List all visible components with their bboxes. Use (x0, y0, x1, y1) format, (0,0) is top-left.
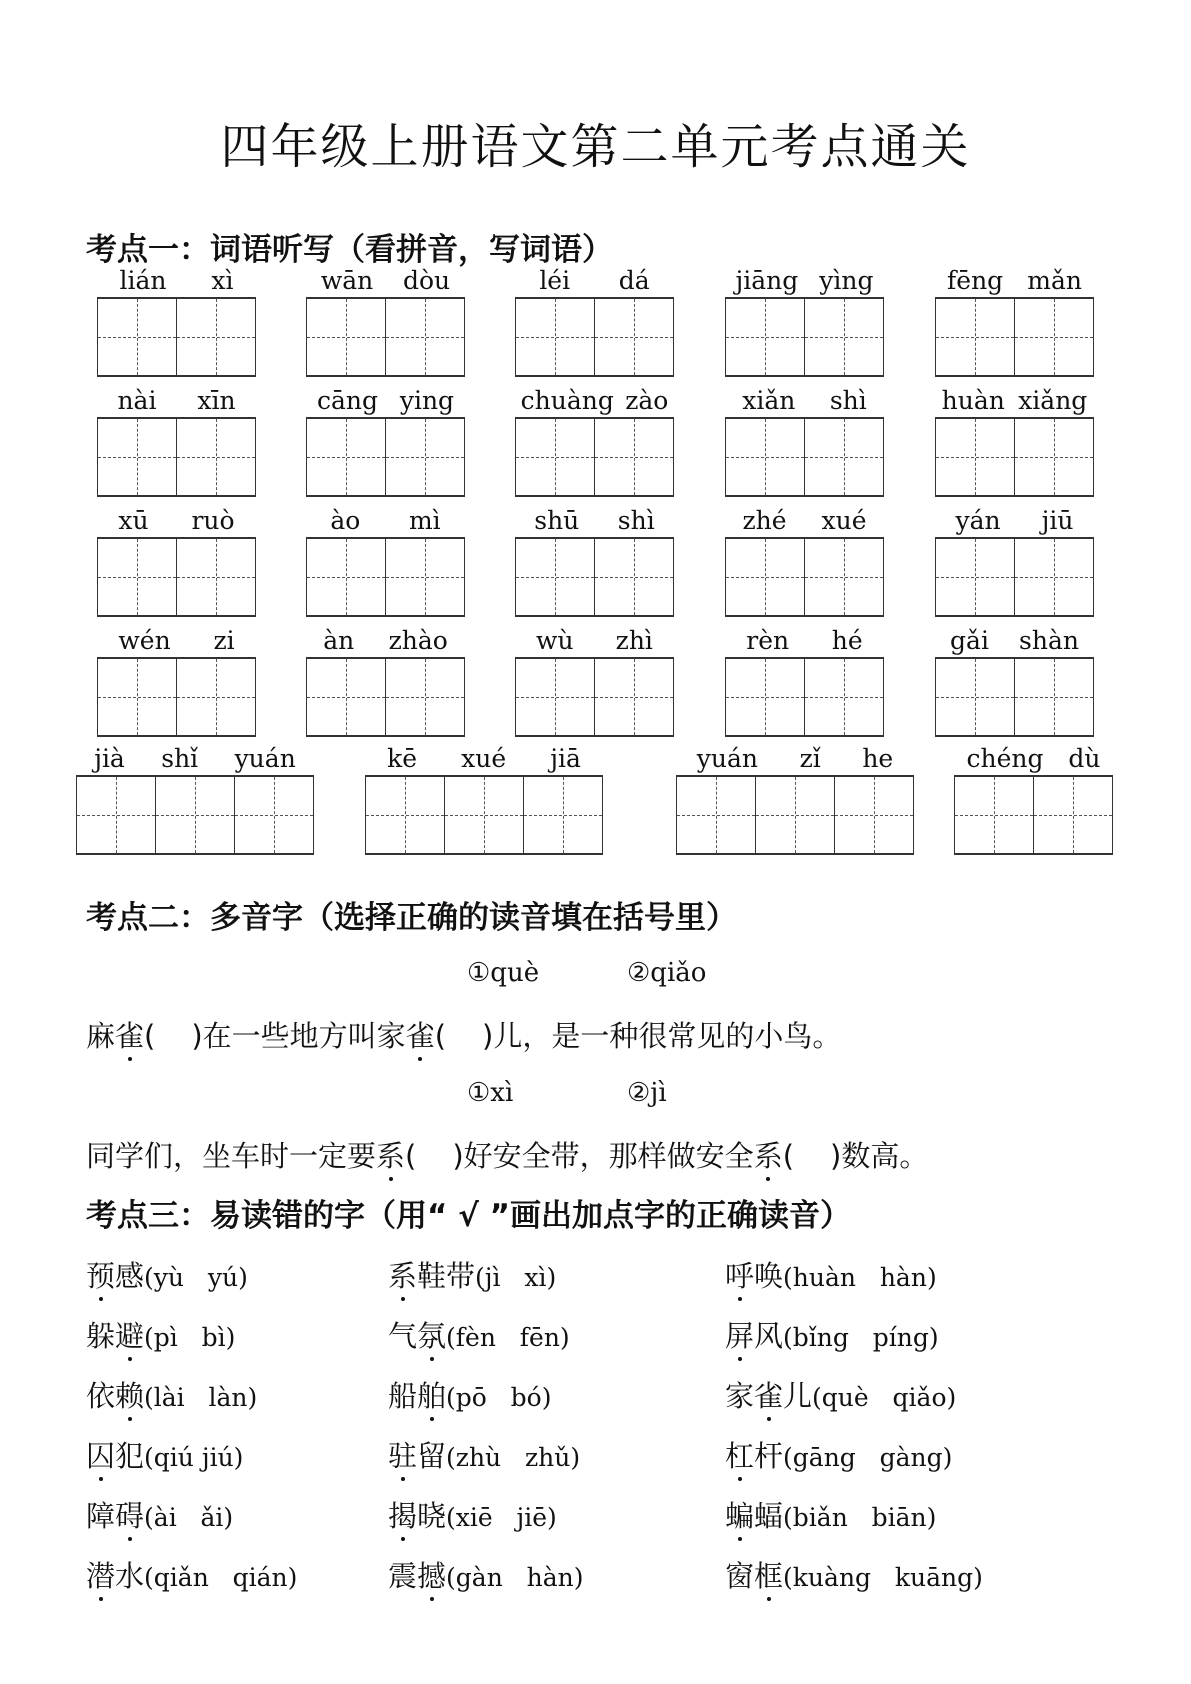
word-box-group (725, 625, 884, 737)
sentence-text: ( (405, 1139, 417, 1173)
pinyin-label (97, 505, 256, 537)
pinyin-syllable: shǐ (161, 744, 199, 773)
pinyin-syllable: yán (955, 506, 1001, 535)
dotted-char: 舶 (417, 1379, 447, 1413)
word-box-group (515, 385, 674, 497)
sentence-text: 同学们，坐车时一定要 (86, 1139, 377, 1173)
writing-cell[interactable] (366, 777, 445, 853)
pinyin-choices[interactable]: (gàn hàn) (446, 1563, 584, 1592)
writing-cell[interactable] (805, 539, 884, 615)
pinyin-syllable: cāng (316, 386, 378, 415)
word-suffix: 犯 (115, 1439, 145, 1473)
writing-cell[interactable] (595, 539, 674, 615)
writing-cell[interactable] (177, 299, 256, 375)
writing-boxes (515, 537, 674, 617)
word-box-group (365, 743, 603, 855)
writing-boxes (365, 775, 603, 855)
pinyin-syllable: zi (213, 626, 235, 655)
section2-heading: 考点二：多音字（选择正确的读音填在括号里） (86, 900, 737, 936)
writing-boxes (97, 537, 256, 617)
pinyin-syllable: zào (625, 386, 669, 415)
word-box-group (725, 385, 884, 497)
pinyin-syllable: shū (534, 506, 580, 535)
pronunciation-item[interactable] (725, 1494, 936, 1535)
writing-boxes (725, 657, 884, 737)
pinyin-choices[interactable]: (zhù zhǔ) (446, 1443, 581, 1472)
pinyin-choices[interactable]: (yù yú) (144, 1263, 248, 1292)
pinyin-choices[interactable]: (bǐng píng) (783, 1323, 939, 1352)
pinyin-label (515, 625, 674, 657)
writing-cell[interactable] (595, 419, 674, 495)
pinyin-label (306, 265, 465, 297)
sentence-text: ( (434, 1019, 447, 1053)
pinyin-choices[interactable]: (gāng gàng) (783, 1443, 953, 1472)
word-suffix: 水 (115, 1559, 145, 1593)
pinyin-choices[interactable]: (fèn fēn) (446, 1323, 570, 1352)
word-box-group (306, 505, 465, 617)
writing-boxes (954, 775, 1113, 855)
writing-cell[interactable] (516, 419, 595, 495)
writing-cell[interactable] (307, 299, 386, 375)
pinyin-syllable: dòu (402, 266, 451, 295)
pinyin-syllable: xué (461, 744, 507, 773)
pinyin-syllable: gǎi (950, 626, 989, 655)
word-box-group (306, 625, 465, 737)
word-box-group (306, 265, 465, 377)
pinyin-label (725, 625, 884, 657)
pinyin-label (365, 743, 603, 775)
writing-boxes (97, 297, 256, 377)
pinyin-syllable: jià (94, 744, 125, 773)
pinyin-label (725, 505, 884, 537)
dotted-char: 驻 (388, 1439, 418, 1473)
writing-cell[interactable] (516, 659, 595, 735)
writing-cell[interactable] (77, 777, 156, 853)
writing-cell[interactable] (516, 299, 595, 375)
pinyin-syllable: shì (829, 386, 867, 415)
pinyin-label (76, 743, 314, 775)
dotted-char: 雀 (115, 1019, 145, 1053)
pinyin-label (725, 265, 884, 297)
dotted-char: 潜 (86, 1559, 116, 1593)
word-box-group (725, 265, 884, 377)
writing-cell[interactable] (1015, 539, 1094, 615)
dotted-char: 雀 (754, 1379, 784, 1413)
pinyin-syllable: wù (536, 626, 574, 655)
dotted-char: 赖 (115, 1379, 145, 1413)
q1-option-1: ①què (467, 958, 540, 988)
pinyin-label (935, 625, 1094, 657)
page-title: 四年级上册语文第二单元考点通关 (220, 119, 971, 175)
writing-cell[interactable] (156, 777, 235, 853)
writing-boxes (76, 775, 314, 855)
writing-boxes (515, 297, 674, 377)
pinyin-syllable: he (862, 744, 894, 773)
writing-cell[interactable] (595, 659, 674, 735)
writing-boxes (306, 297, 465, 377)
writing-cell[interactable] (524, 777, 603, 853)
dotted-char: 系 (388, 1259, 418, 1293)
pronunciation-item[interactable] (725, 1254, 937, 1295)
word-box-group (676, 743, 914, 855)
writing-boxes (676, 775, 914, 855)
pinyin-syllable: fēng (947, 266, 1004, 295)
pinyin-syllable: nài (117, 386, 157, 415)
pinyin-choices[interactable]: (kuàng kuāng) (783, 1563, 983, 1592)
pinyin-choices[interactable]: (pō bó) (446, 1383, 552, 1412)
dotted-char: 氛 (417, 1319, 447, 1353)
writing-cell[interactable] (235, 777, 314, 853)
word-suffix: 蝠 (754, 1499, 784, 1533)
q1-option-2: ②qiǎo (627, 958, 707, 988)
pinyin-syllable: rèn (746, 626, 790, 655)
dotted-char: 系 (753, 1139, 783, 1173)
pronunciation-item[interactable] (86, 1314, 235, 1355)
word-prefix: 家 (725, 1379, 755, 1413)
q1-sentence (86, 1014, 841, 1055)
writing-cell[interactable] (307, 419, 386, 495)
pinyin-label (306, 505, 465, 537)
writing-boxes (725, 417, 884, 497)
writing-cell[interactable] (445, 777, 524, 853)
writing-cell[interactable] (386, 659, 465, 735)
writing-cell[interactable] (726, 539, 805, 615)
dotted-char: 撼 (417, 1559, 447, 1593)
pinyin-syllable: yuán (234, 744, 296, 773)
word-box-group (306, 385, 465, 497)
word-box-group (515, 265, 674, 377)
dotted-char: 屏 (725, 1319, 755, 1353)
pinyin-syllable: jiū (1041, 506, 1074, 535)
word-box-group (97, 385, 256, 497)
writing-cell[interactable] (805, 299, 884, 375)
writing-cell[interactable] (177, 659, 256, 735)
writing-cell[interactable] (936, 419, 1015, 495)
word-suffix: 儿 (783, 1379, 813, 1413)
pinyin-syllable: shàn (1019, 626, 1079, 655)
pinyin-choices[interactable]: (xiē jiē) (446, 1503, 557, 1532)
pronunciation-item[interactable] (388, 1314, 570, 1355)
writing-cell[interactable] (1015, 659, 1094, 735)
writing-boxes (97, 417, 256, 497)
writing-boxes (515, 417, 674, 497)
writing-cell[interactable] (835, 777, 914, 853)
pronunciation-item[interactable] (725, 1434, 952, 1475)
dotted-char: 囚 (86, 1439, 116, 1473)
dotted-char: 呼 (725, 1259, 755, 1293)
writing-cell[interactable] (177, 539, 256, 615)
pinyin-choices[interactable]: (biǎn biān) (783, 1503, 937, 1532)
sentence-text: 麻 (86, 1019, 116, 1053)
pinyin-label (935, 385, 1094, 417)
pinyin-choices[interactable]: (lài làn) (144, 1383, 258, 1412)
writing-cell[interactable] (98, 419, 177, 495)
word-suffix: 感 (115, 1259, 145, 1293)
pinyin-label (954, 743, 1113, 775)
q2-options (467, 1078, 787, 1108)
writing-cell[interactable] (386, 299, 465, 375)
pronunciation-item[interactable] (388, 1374, 552, 1415)
word-suffix: 晓 (417, 1499, 447, 1533)
pronunciation-item[interactable] (86, 1554, 297, 1595)
pinyin-syllable: mǎn (1027, 266, 1082, 295)
pinyin-syllable: àn (323, 626, 355, 655)
word-box-group (954, 743, 1113, 855)
word-prefix: 障 (86, 1499, 116, 1533)
pinyin-syllable: lián (119, 266, 167, 295)
pinyin-syllable: huàn (941, 386, 1005, 415)
pinyin-syllable: zǐ (799, 744, 821, 773)
writing-boxes (515, 657, 674, 737)
pinyin-syllable: mì (408, 506, 441, 535)
dotted-char: 雀 (405, 1019, 435, 1053)
pronunciation-item[interactable] (725, 1554, 983, 1595)
pinyin-choices[interactable]: (pì bì) (144, 1323, 236, 1352)
pinyin-syllable: zhì (615, 626, 653, 655)
pronunciation-item[interactable] (86, 1434, 243, 1475)
sentence-text: )在一些地方叫家 (191, 1019, 406, 1053)
writing-cell[interactable] (936, 299, 1015, 375)
dotted-char: 揭 (388, 1499, 418, 1533)
pinyin-syllable: dá (618, 266, 650, 295)
dotted-char: 框 (754, 1559, 784, 1593)
pinyin-choices[interactable]: (qiú jiú) (144, 1443, 244, 1472)
pinyin-syllable: wān (320, 266, 374, 295)
section1-heading: 考点一：词语听写（看拼音，写词语） (86, 232, 613, 268)
pronunciation-item[interactable] (86, 1374, 257, 1415)
pinyin-choices[interactable]: (jì xì) (475, 1263, 557, 1292)
pinyin-label (515, 505, 674, 537)
pinyin-syllable: jiā (550, 744, 581, 773)
writing-cell[interactable] (726, 659, 805, 735)
pinyin-label (306, 625, 465, 657)
pinyin-syllable: shì (617, 506, 655, 535)
pinyin-syllable: ruò (191, 506, 235, 535)
writing-boxes (935, 657, 1094, 737)
writing-cell[interactable] (595, 299, 674, 375)
writing-cell[interactable] (805, 419, 884, 495)
pronunciation-item[interactable] (388, 1254, 556, 1295)
sentence-text: ( (782, 1139, 795, 1173)
pinyin-syllable: ying (399, 386, 455, 415)
word-box-group (935, 505, 1094, 617)
pinyin-label (97, 385, 256, 417)
word-suffix: 风 (754, 1319, 784, 1353)
pronunciation-item[interactable] (388, 1494, 557, 1535)
writing-boxes (725, 297, 884, 377)
word-box-group (97, 625, 256, 737)
pronunciation-item[interactable] (86, 1494, 233, 1535)
pinyin-syllable: wén (118, 626, 171, 655)
writing-cell[interactable] (1034, 777, 1113, 853)
word-prefix: 震 (388, 1559, 418, 1593)
pinyin-syllable: jiāng (735, 266, 799, 295)
word-box-group (725, 505, 884, 617)
pronunciation-item[interactable] (725, 1374, 956, 1415)
sentence-text: ( (144, 1019, 156, 1053)
q1-options (467, 958, 787, 988)
dotted-char: 碍 (115, 1499, 145, 1533)
pronunciation-item[interactable] (388, 1554, 584, 1595)
pinyin-syllable: chuàng (520, 386, 614, 415)
word-suffix: 鞋带 (417, 1259, 476, 1293)
writing-cell[interactable] (386, 539, 465, 615)
writing-boxes (97, 657, 256, 737)
word-box-group (97, 265, 256, 377)
word-suffix: 唤 (754, 1259, 784, 1293)
pinyin-label (97, 625, 256, 657)
pinyin-syllable: léi (539, 266, 571, 295)
word-box-group (935, 265, 1094, 377)
sentence-text: )数高。 (830, 1139, 929, 1173)
writing-boxes (935, 417, 1094, 497)
word-box-group (935, 385, 1094, 497)
writing-cell[interactable] (307, 659, 386, 735)
writing-cell[interactable] (1015, 299, 1094, 375)
word-box-group (76, 743, 314, 855)
section3-heading: 考点三：易读错的字（用“ √ ”画出加点字的正确读音） (86, 1198, 852, 1234)
word-box-group (97, 505, 256, 617)
q2-option-2: ②jì (627, 1078, 667, 1108)
q2-sentence (86, 1134, 928, 1175)
writing-boxes (306, 657, 465, 737)
pinyin-syllable: hé (831, 626, 863, 655)
pinyin-label (97, 265, 256, 297)
pinyin-syllable: xīn (197, 386, 236, 415)
pinyin-syllable: yuán (696, 744, 759, 773)
writing-cell[interactable] (1015, 419, 1094, 495)
writing-cell[interactable] (726, 299, 805, 375)
pinyin-label (935, 505, 1094, 537)
writing-cell[interactable] (955, 777, 1034, 853)
dotted-char: 系 (376, 1139, 406, 1173)
pinyin-syllable: ào (330, 506, 361, 535)
writing-cell[interactable] (805, 659, 884, 735)
pinyin-syllable: yìng (819, 266, 874, 295)
pinyin-syllable: xué (821, 506, 867, 535)
writing-cell[interactable] (677, 777, 756, 853)
word-prefix: 船 (388, 1379, 418, 1413)
pinyin-label (306, 385, 465, 417)
writing-cell[interactable] (307, 539, 386, 615)
word-prefix: 窗 (725, 1559, 755, 1593)
pinyin-syllable: chéng (966, 744, 1044, 773)
pinyin-syllable: kē (387, 744, 418, 773)
word-suffix: 杆 (754, 1439, 784, 1473)
writing-cell[interactable] (936, 659, 1015, 735)
writing-cell[interactable] (756, 777, 835, 853)
writing-boxes (935, 537, 1094, 617)
word-prefix: 躲 (86, 1319, 116, 1353)
writing-boxes (935, 297, 1094, 377)
pinyin-syllable: zhào (388, 626, 448, 655)
pinyin-label (935, 265, 1094, 297)
q2-option-1: ①xì (467, 1078, 514, 1108)
pinyin-label (515, 385, 674, 417)
word-box-group (515, 505, 674, 617)
writing-boxes (725, 537, 884, 617)
pinyin-label (676, 743, 914, 775)
word-suffix: 留 (417, 1439, 447, 1473)
pinyin-syllable: dù (1068, 744, 1101, 773)
word-prefix: 依 (86, 1379, 116, 1413)
word-box-group (935, 625, 1094, 737)
pinyin-label (515, 265, 674, 297)
writing-cell[interactable] (516, 539, 595, 615)
pronunciation-item[interactable] (388, 1434, 580, 1475)
pronunciation-item[interactable] (725, 1314, 939, 1355)
writing-cell[interactable] (98, 299, 177, 375)
pinyin-syllable: xiǎn (742, 386, 796, 415)
pinyin-syllable: zhé (742, 506, 787, 535)
pinyin-syllable: xiǎng (1018, 386, 1088, 415)
pinyin-syllable: xì (211, 266, 234, 295)
dotted-char: 蝙 (725, 1499, 755, 1533)
pinyin-syllable: xū (118, 506, 149, 535)
word-prefix: 气 (388, 1319, 418, 1353)
word-box-group (515, 625, 674, 737)
pinyin-choices[interactable]: (qiǎn qián) (144, 1563, 298, 1592)
dotted-char: 杠 (725, 1439, 755, 1473)
pinyin-label (725, 385, 884, 417)
sentence-text: )好安全带，那样做安全 (452, 1139, 754, 1173)
writing-cell[interactable] (98, 659, 177, 735)
pronunciation-item[interactable] (86, 1254, 248, 1295)
pinyin-choices[interactable]: (ài ǎi) (144, 1503, 234, 1532)
dotted-char: 避 (115, 1319, 145, 1353)
writing-cell[interactable] (726, 419, 805, 495)
writing-cell[interactable] (936, 539, 1015, 615)
writing-cell[interactable] (386, 419, 465, 495)
pinyin-choices[interactable]: (què qiǎo) (812, 1383, 957, 1412)
writing-cell[interactable] (98, 539, 177, 615)
writing-boxes (306, 537, 465, 617)
writing-cell[interactable] (177, 419, 256, 495)
pinyin-choices[interactable]: (huàn hàn) (783, 1263, 937, 1292)
writing-boxes (306, 417, 465, 497)
sentence-text: )儿，是一种很常见的小鸟。 (482, 1019, 842, 1053)
dotted-char: 预 (86, 1259, 116, 1293)
